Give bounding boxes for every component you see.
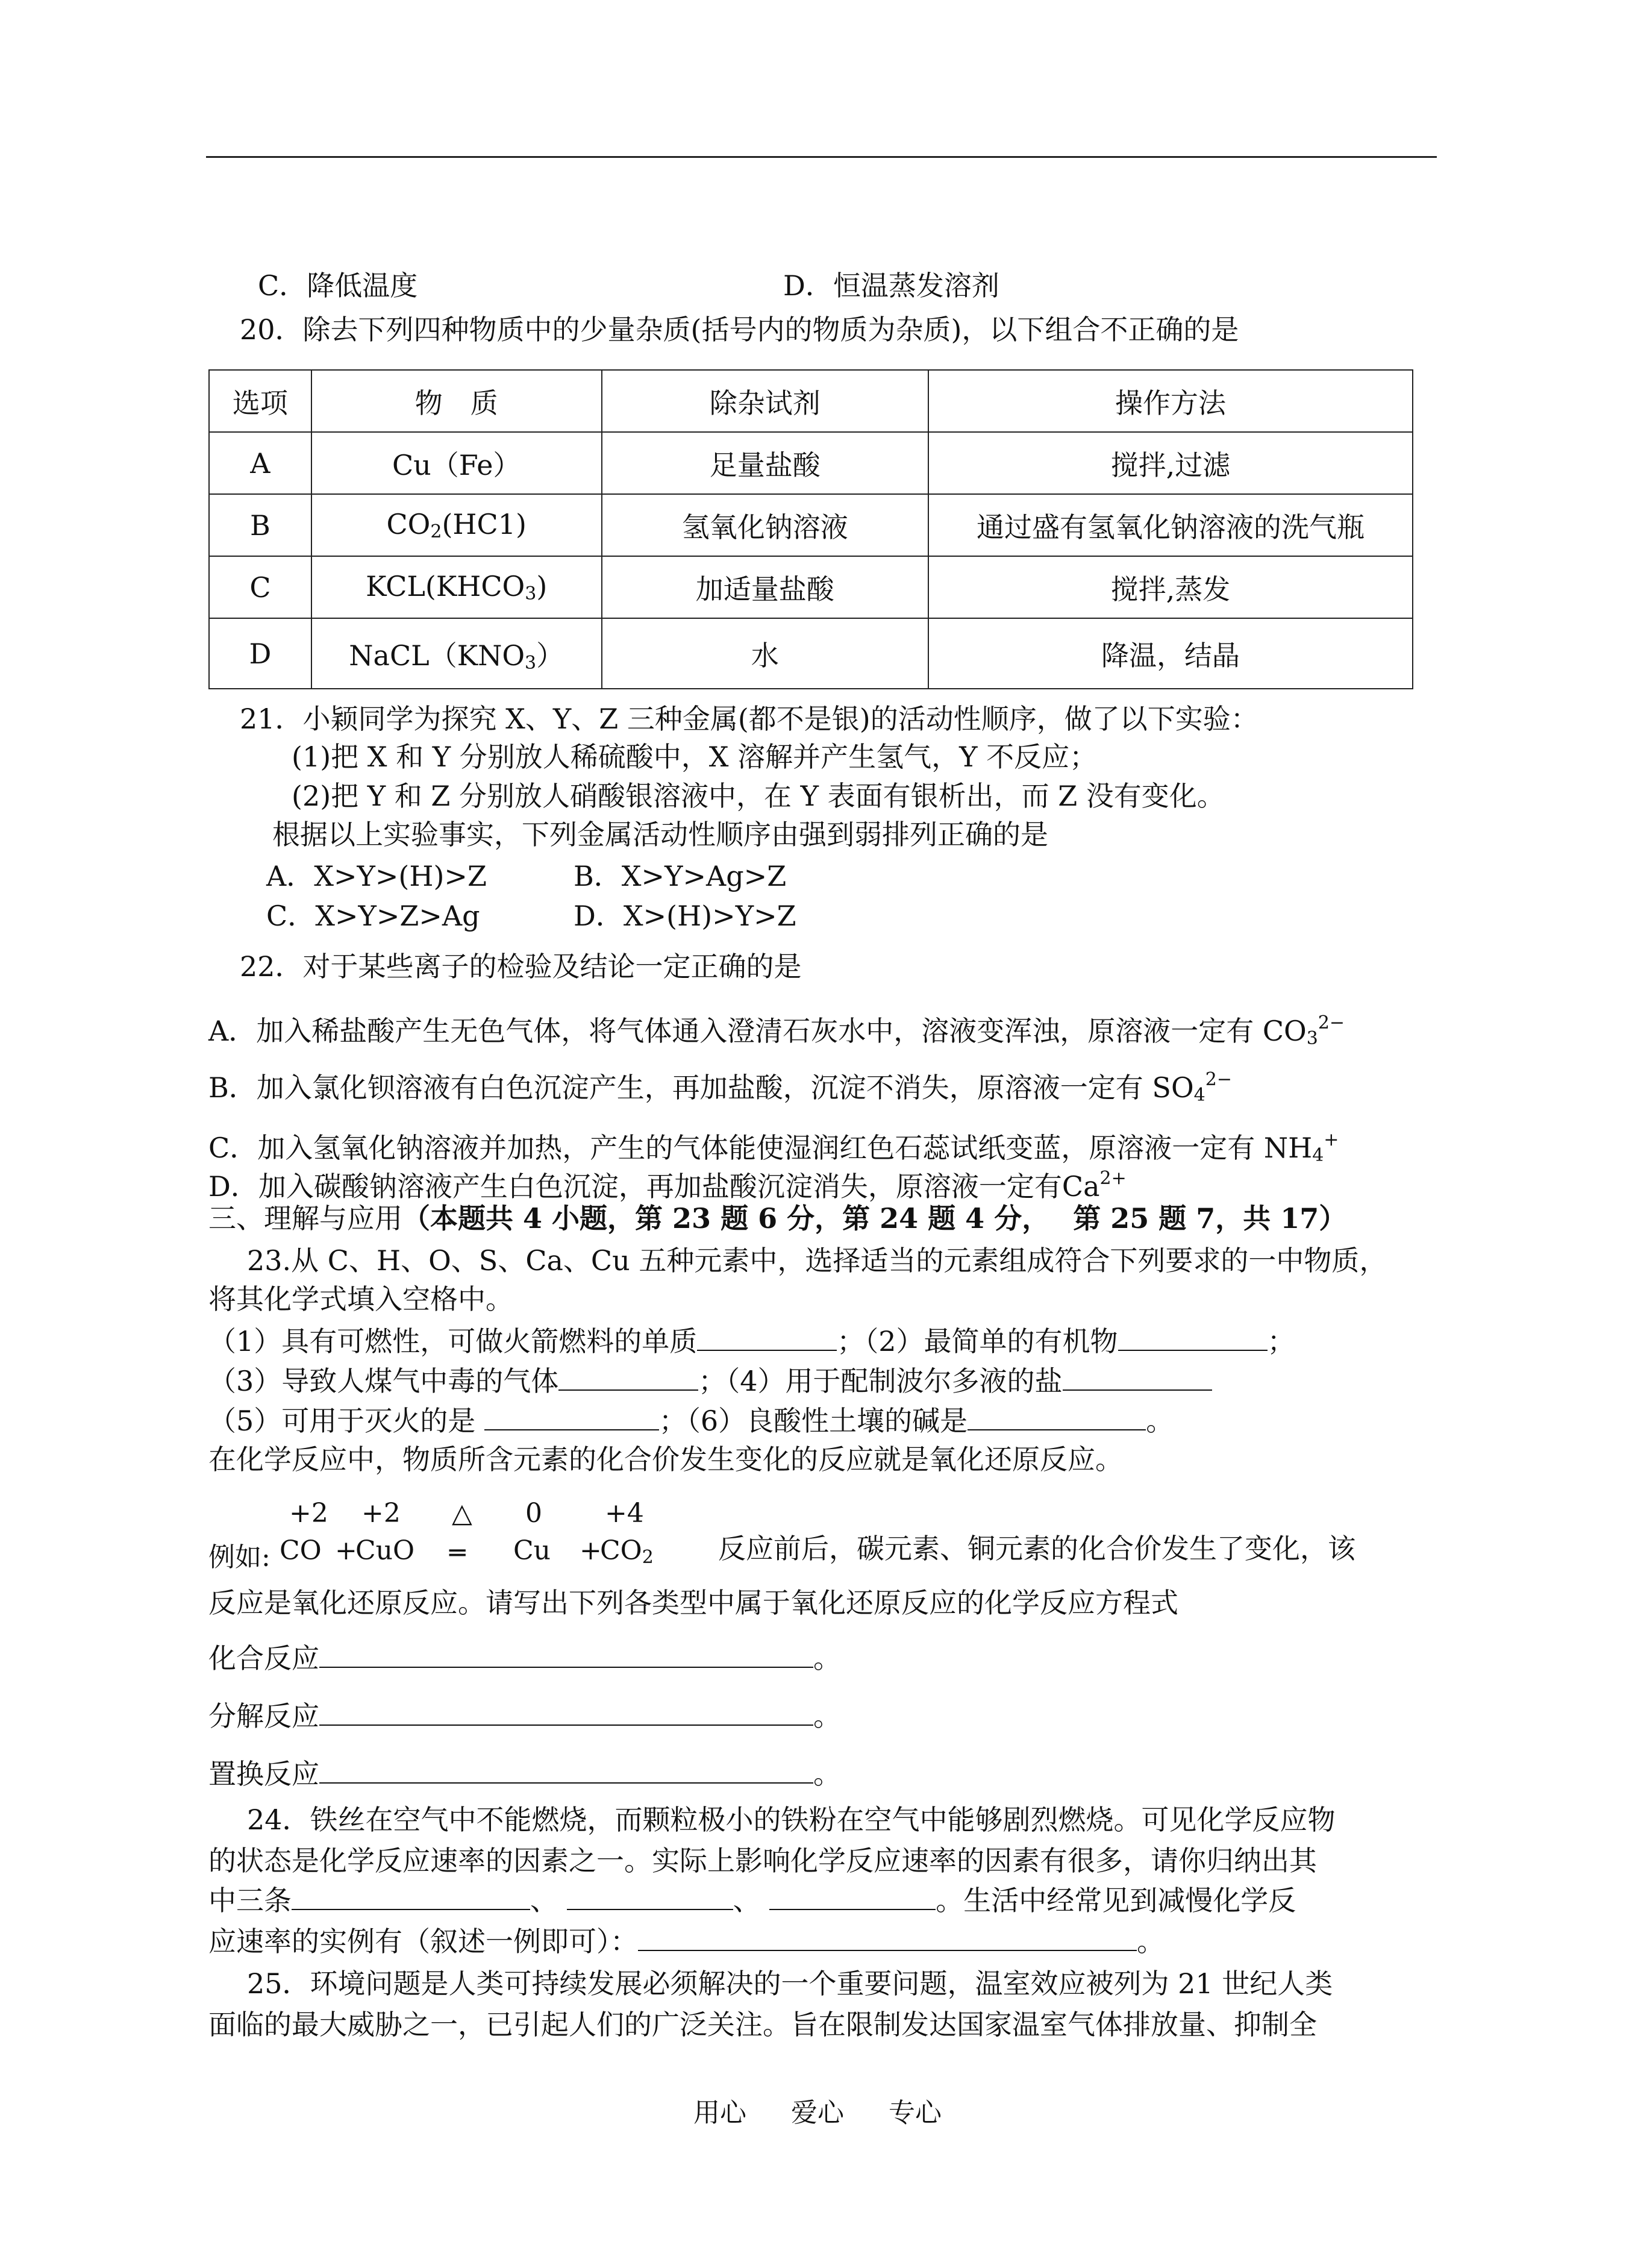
answer-blank[interactable]	[319, 1698, 813, 1726]
q24-line-2: 的状态是化学反应速率的因素之一。实际上影响化学反应速率的因素有很多，请你归纳出其	[208, 1844, 1317, 1877]
q21-step-1: (1)把 X 和 Y 分别放人稀硫酸中，X 溶解并产生氢气，Y 不反应；	[292, 741, 1098, 773]
equals-sign: ═	[449, 1538, 466, 1568]
answer-blank[interactable]	[319, 1640, 813, 1668]
reagent-cell: 加适量盐酸	[602, 556, 928, 618]
formula-co: CO	[280, 1535, 322, 1566]
q19-option-c: C．降低温度	[258, 269, 418, 302]
option-cell: A	[209, 432, 311, 494]
heat-symbol: △	[452, 1498, 472, 1529]
q22-option-d: D．加入碳酸钠溶液产生白色沉淀，再加盐酸沉淀消失，原溶液一定有$Ca^{2+}$	[208, 1168, 1127, 1203]
q21-stem: 21．小颖同学为探究 X、Y、Z 三种金属(都不是银)的活动性顺序，做了以下实验：	[240, 703, 1258, 735]
q23-line-1: （1）具有可燃性，可做火箭燃料的单质 ；（2）最简单的有机物 ；	[208, 1323, 1295, 1359]
q25-line-1: 25．环境问题是人类可持续发展必须解决的一个重要问题，温室效应被列为 21 世纪人类	[247, 1967, 1333, 2000]
q24-line-1: 24．铁丝在空气中不能燃烧，而颗粒极小的铁粉在空气中能够剧烈燃烧。可见化学反应物	[247, 1803, 1336, 1836]
q20-stem: 20．除去下列四种物质中的少量杂质(括号内的物质为杂质)，以下组合不正确的是	[240, 313, 1239, 346]
substance-cell: $CO_2(HC1)$	[311, 494, 602, 556]
formula-cuo: CuO	[355, 1535, 415, 1566]
header-rule	[206, 156, 1437, 158]
replacement-reaction: 置换反应 。	[208, 1756, 841, 1792]
redox-explain-2: 反应是氧化还原反应。请写出下列各类型中属于氧化还原反应的化学反应方程式	[208, 1587, 1178, 1619]
q21-option-c: C．X>Y>Z>Ag	[266, 900, 480, 932]
plus-sign: +	[580, 1535, 602, 1566]
method-cell: 降温，结晶	[928, 618, 1413, 689]
decomposition-reaction: 分解反应 。	[208, 1698, 841, 1734]
option-cell: D	[209, 618, 311, 689]
method-cell: 搅拌,过滤	[928, 432, 1413, 494]
q24-line-3: 中三条 、 、 。生活中经常见到减慢化学反	[208, 1882, 1296, 1919]
q22-option-b: B．加入氯化钡溶液有白色沉淀产生，再加盐酸，沉淀不消失，原溶液一定有 $SO_4^{2-}$	[208, 1069, 1232, 1106]
q21-option-b: B．X>Y>Ag>Z	[574, 860, 787, 892]
valence-label: +2	[361, 1498, 401, 1529]
combination-reaction: 化合反应 。	[208, 1640, 841, 1676]
q20-table	[208, 369, 1413, 689]
answer-blank[interactable]	[319, 1756, 813, 1784]
answer-blank[interactable]	[968, 1403, 1146, 1430]
answer-blank[interactable]	[769, 1882, 936, 1910]
answer-blank[interactable]	[484, 1403, 659, 1430]
q19-option-d: D．恒温蒸发溶剂	[783, 269, 999, 302]
redox-explain-1: 反应前后，碳元素、铜元素的化合价发生了变化，该	[718, 1532, 1355, 1565]
header-cell: 除杂试剂	[602, 370, 928, 432]
method-cell: 通过盛有氢氧化钠溶液的洗气瓶	[928, 494, 1413, 556]
q22-option-a: A．加入稀盐酸产生无色气体，将气体通入澄清石灰水中，溶液变浑浊，原溶液一定有 $CO_3^{2-}$	[208, 1012, 1345, 1049]
q23-line-3: （5）可用于灭火的是 ；（6）良酸性土壤的碱是 。	[208, 1403, 1174, 1439]
option-cell: B	[209, 494, 311, 556]
section-heading: 三、理解与应用（本题共 4 小题，第 23 题 6 分，第 24 题 4 分， 第 25 题 7，共 17）	[208, 1202, 1347, 1235]
option-cell: C	[209, 556, 311, 618]
example-label: 例如:	[208, 1542, 270, 1573]
header-cell: 操作方法	[928, 370, 1413, 432]
q23-stem-1: 23.从 C、H、O、S、Ca、Cu 五种元素中，选择适当的元素组成符合下列要求的一中物质，	[247, 1244, 1387, 1277]
method-cell: 搅拌,蒸发	[928, 556, 1413, 618]
valence-label: 0	[525, 1498, 542, 1529]
q23-line-2: （3）导致人煤气中毒的气体 ；（4）用于配制波尔多液的盐	[208, 1363, 1212, 1399]
valence-label: +2	[289, 1498, 328, 1529]
substance-cell: $NaCL(KNO_3)$	[311, 618, 602, 689]
table-row	[209, 432, 1413, 494]
q21-step-2: (2)把 Y 和 Z 分别放人硝酸银溶液中，在 Y 表面有银析出，而 Z 没有变化。	[292, 780, 1225, 812]
answer-blank[interactable]	[697, 1323, 837, 1351]
answer-blank[interactable]	[292, 1882, 530, 1910]
answer-blank[interactable]	[1063, 1363, 1212, 1391]
header-cell: 物 质	[311, 370, 602, 432]
reagent-cell: 足量盐酸	[602, 432, 928, 494]
table-row	[209, 556, 1413, 618]
formula-co2: $CO_2$	[600, 1535, 654, 1568]
answer-blank[interactable]	[558, 1363, 698, 1391]
reagent-cell: 氢氧化钠溶液	[602, 494, 928, 556]
table-header-row	[209, 370, 1413, 432]
q22-stem: 22．对于某些离子的检验及结论一定正确的是	[240, 950, 802, 983]
valence-label: +4	[605, 1498, 644, 1529]
q21-question: 根据以上实验事实，下列金属活动性顺序由强到弱排列正确的是	[272, 818, 1048, 851]
page-footer: 用心 爱心 专心	[693, 2097, 942, 2128]
q21-option-a: A．X>Y>(H)>Z	[266, 860, 487, 892]
answer-blank[interactable]	[567, 1882, 733, 1910]
q21-option-d: D．X>(H)>Y>Z	[574, 900, 796, 932]
header-cell: 选项	[209, 370, 311, 432]
answer-blank[interactable]	[1118, 1323, 1268, 1351]
q22-option-c: C．加入氢氧化钠溶液并加热，产生的气体能使湿润红色石蕊试纸变蓝，原溶液一定有 $NH_4^+$	[208, 1129, 1339, 1166]
table-row	[209, 494, 1413, 556]
plus-sign: +	[335, 1535, 357, 1566]
substance-cell: Cu（Fe）	[311, 432, 602, 494]
formula-cu: Cu	[513, 1535, 551, 1566]
q23-stem-2: 将其化学式填入空格中。	[208, 1283, 513, 1315]
answer-blank[interactable]	[638, 1923, 1137, 1951]
table-row	[209, 618, 1413, 689]
redox-intro: 在化学反应中，物质所含元素的化合价发生变化的反应就是氧化还原反应。	[208, 1443, 1123, 1476]
q24-line-4: 应速率的实例有（叙述一例即可）： 。	[208, 1923, 1165, 1959]
q25-line-2: 面临的最大威胁之一，已引起人们的广泛关注。旨在限制发达国家温室气体排放量、抑制全	[208, 2008, 1317, 2041]
reagent-cell: 水	[602, 618, 928, 689]
substance-cell: $KCL(KHCO_3)$	[311, 556, 602, 618]
